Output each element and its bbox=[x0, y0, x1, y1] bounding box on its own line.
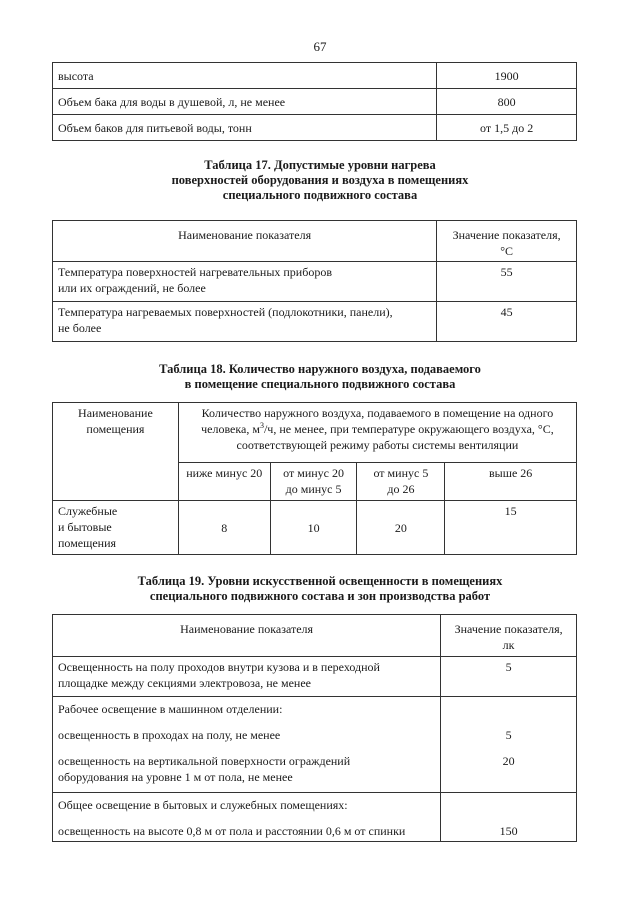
row-name bbox=[53, 501, 179, 555]
caption-line: специального подвижного состава bbox=[222, 188, 418, 202]
caption-line: специального подвижного состава и зон производства работ bbox=[149, 589, 491, 603]
subheader-line: от минус 5 bbox=[373, 466, 429, 480]
subheader-cell bbox=[357, 463, 445, 501]
row-name-line: Освещенность на полу проходов внутри кузова и в переходной bbox=[58, 660, 380, 674]
header-name: Наименование показателя bbox=[53, 615, 441, 657]
caption-line: Таблица 19. Уровни искусственной освещенности в помещениях bbox=[137, 574, 503, 588]
table-header-row bbox=[53, 615, 577, 657]
group-title: Рабочее освещение в машинном отделении: bbox=[58, 702, 283, 716]
row-name-line: Температура нагреваемых поверхностей (подлокотники, панели), bbox=[58, 305, 393, 319]
row-name: высота bbox=[53, 63, 437, 89]
row-value: от 1,5 до 2 bbox=[437, 115, 577, 141]
row-value: 5 bbox=[441, 657, 577, 697]
top-table bbox=[52, 62, 577, 141]
row-name-line: или их ограждений, не более bbox=[58, 281, 206, 295]
table-row-group bbox=[53, 793, 577, 842]
header-room-line: Наименование bbox=[78, 406, 153, 420]
subheader-line: ниже минус 20 bbox=[186, 466, 263, 480]
caption-line: Таблица 17. Допустимые уровни нагрева bbox=[204, 158, 436, 172]
row-name-line: площадке между секциями электровоза, не менее bbox=[58, 676, 311, 690]
subheader-line: выше 26 bbox=[489, 466, 533, 480]
subheader-cell bbox=[178, 463, 270, 501]
header-qty-line: соответствующей режиму работы системы вентиляции bbox=[236, 438, 519, 452]
subheader-line: до минус 5 bbox=[285, 482, 342, 496]
row-value: 10 bbox=[270, 501, 357, 555]
table17 bbox=[52, 220, 577, 342]
group-item-name: освещенность на высоте 0,8 м от пола и расстоянии 0,6 м от спинки bbox=[58, 824, 406, 838]
row-value: 1900 bbox=[437, 63, 577, 89]
table-row bbox=[53, 302, 577, 342]
row-name bbox=[53, 302, 437, 342]
header-quantity bbox=[178, 403, 576, 463]
header-value-line: Значение показателя, bbox=[452, 228, 561, 242]
header-value-line: Значение показателя, bbox=[454, 622, 563, 636]
caption-line: в помещение специального подвижного состава bbox=[184, 377, 456, 391]
table-header-row bbox=[53, 221, 577, 262]
group-item-name: освещенность на вертикальной поверхности ограждений bbox=[58, 754, 351, 768]
subheader-line: от минус 20 bbox=[283, 466, 344, 480]
header-qty-sup: 3 bbox=[259, 421, 264, 430]
table19-caption bbox=[0, 574, 640, 604]
group-item-value: 5 bbox=[505, 728, 512, 742]
group-item-name: освещенность в проходах на полу, не менее bbox=[58, 728, 281, 742]
table-header-row bbox=[53, 403, 577, 463]
table-row bbox=[53, 63, 577, 89]
table-row bbox=[53, 657, 577, 697]
row-value: 45 bbox=[437, 302, 577, 342]
row-name-line: помещения bbox=[58, 536, 117, 550]
header-value bbox=[437, 221, 577, 262]
row-name: Объем бака для воды в душевой, л, не менее bbox=[53, 89, 437, 115]
caption-line: поверхностей оборудования и воздуха в помещениях bbox=[171, 173, 469, 187]
row-name-line: Служебные bbox=[58, 504, 118, 518]
header-room-line: помещения bbox=[86, 422, 145, 436]
table-row bbox=[53, 89, 577, 115]
subheader-line: до 26 bbox=[387, 482, 415, 496]
row-value: 55 bbox=[437, 262, 577, 302]
row-value: 8 bbox=[178, 501, 270, 555]
row-name: Объем баков для питьевой воды, тонн bbox=[53, 115, 437, 141]
group-item-name: оборудования на уровне 1 м от пола, не менее bbox=[58, 770, 293, 784]
group-title: Общее освещение в бытовых и служебных помещениях: bbox=[58, 798, 348, 812]
subheader-cell bbox=[445, 463, 577, 501]
group-values bbox=[441, 697, 577, 793]
table18-caption bbox=[0, 362, 640, 392]
table-row-group bbox=[53, 697, 577, 793]
header-name: Наименование показателя bbox=[53, 221, 437, 262]
header-value-unit: °С bbox=[500, 244, 513, 258]
row-value: 20 bbox=[357, 501, 445, 555]
header-value-unit: лк bbox=[502, 638, 515, 652]
table18 bbox=[52, 402, 577, 555]
row-name-line: не более bbox=[58, 321, 102, 335]
table17-caption bbox=[0, 158, 640, 203]
row-name-line: и бытовые bbox=[58, 520, 112, 534]
row-name bbox=[53, 657, 441, 697]
header-qty-part: /ч, не менее, при температуре окружающего воздуха, °С, bbox=[263, 422, 554, 436]
header-room bbox=[53, 403, 179, 501]
header-value bbox=[441, 615, 577, 657]
row-name-line: Температура поверхностей нагревательных приборов bbox=[58, 265, 333, 279]
table-row bbox=[53, 115, 577, 141]
table19 bbox=[52, 614, 577, 842]
row-name bbox=[53, 262, 437, 302]
group-name bbox=[53, 793, 441, 842]
subheader-cell bbox=[270, 463, 357, 501]
row-value: 15 bbox=[445, 501, 577, 555]
caption-line: Таблица 18. Количество наружного воздуха, подаваемого bbox=[159, 362, 481, 376]
table-row bbox=[53, 501, 577, 555]
group-name bbox=[53, 697, 441, 793]
group-item-value: 150 bbox=[499, 824, 518, 838]
header-qty-part: человека, м bbox=[201, 422, 260, 436]
group-item-value: 20 bbox=[502, 754, 515, 768]
row-value: 800 bbox=[437, 89, 577, 115]
header-qty-line: Количество наружного воздуха, подаваемого в помещение на одного bbox=[201, 406, 554, 420]
group-values bbox=[441, 793, 577, 842]
header-qty-line bbox=[184, 421, 571, 437]
table-row bbox=[53, 262, 577, 302]
page-number: 67 bbox=[313, 39, 327, 54]
